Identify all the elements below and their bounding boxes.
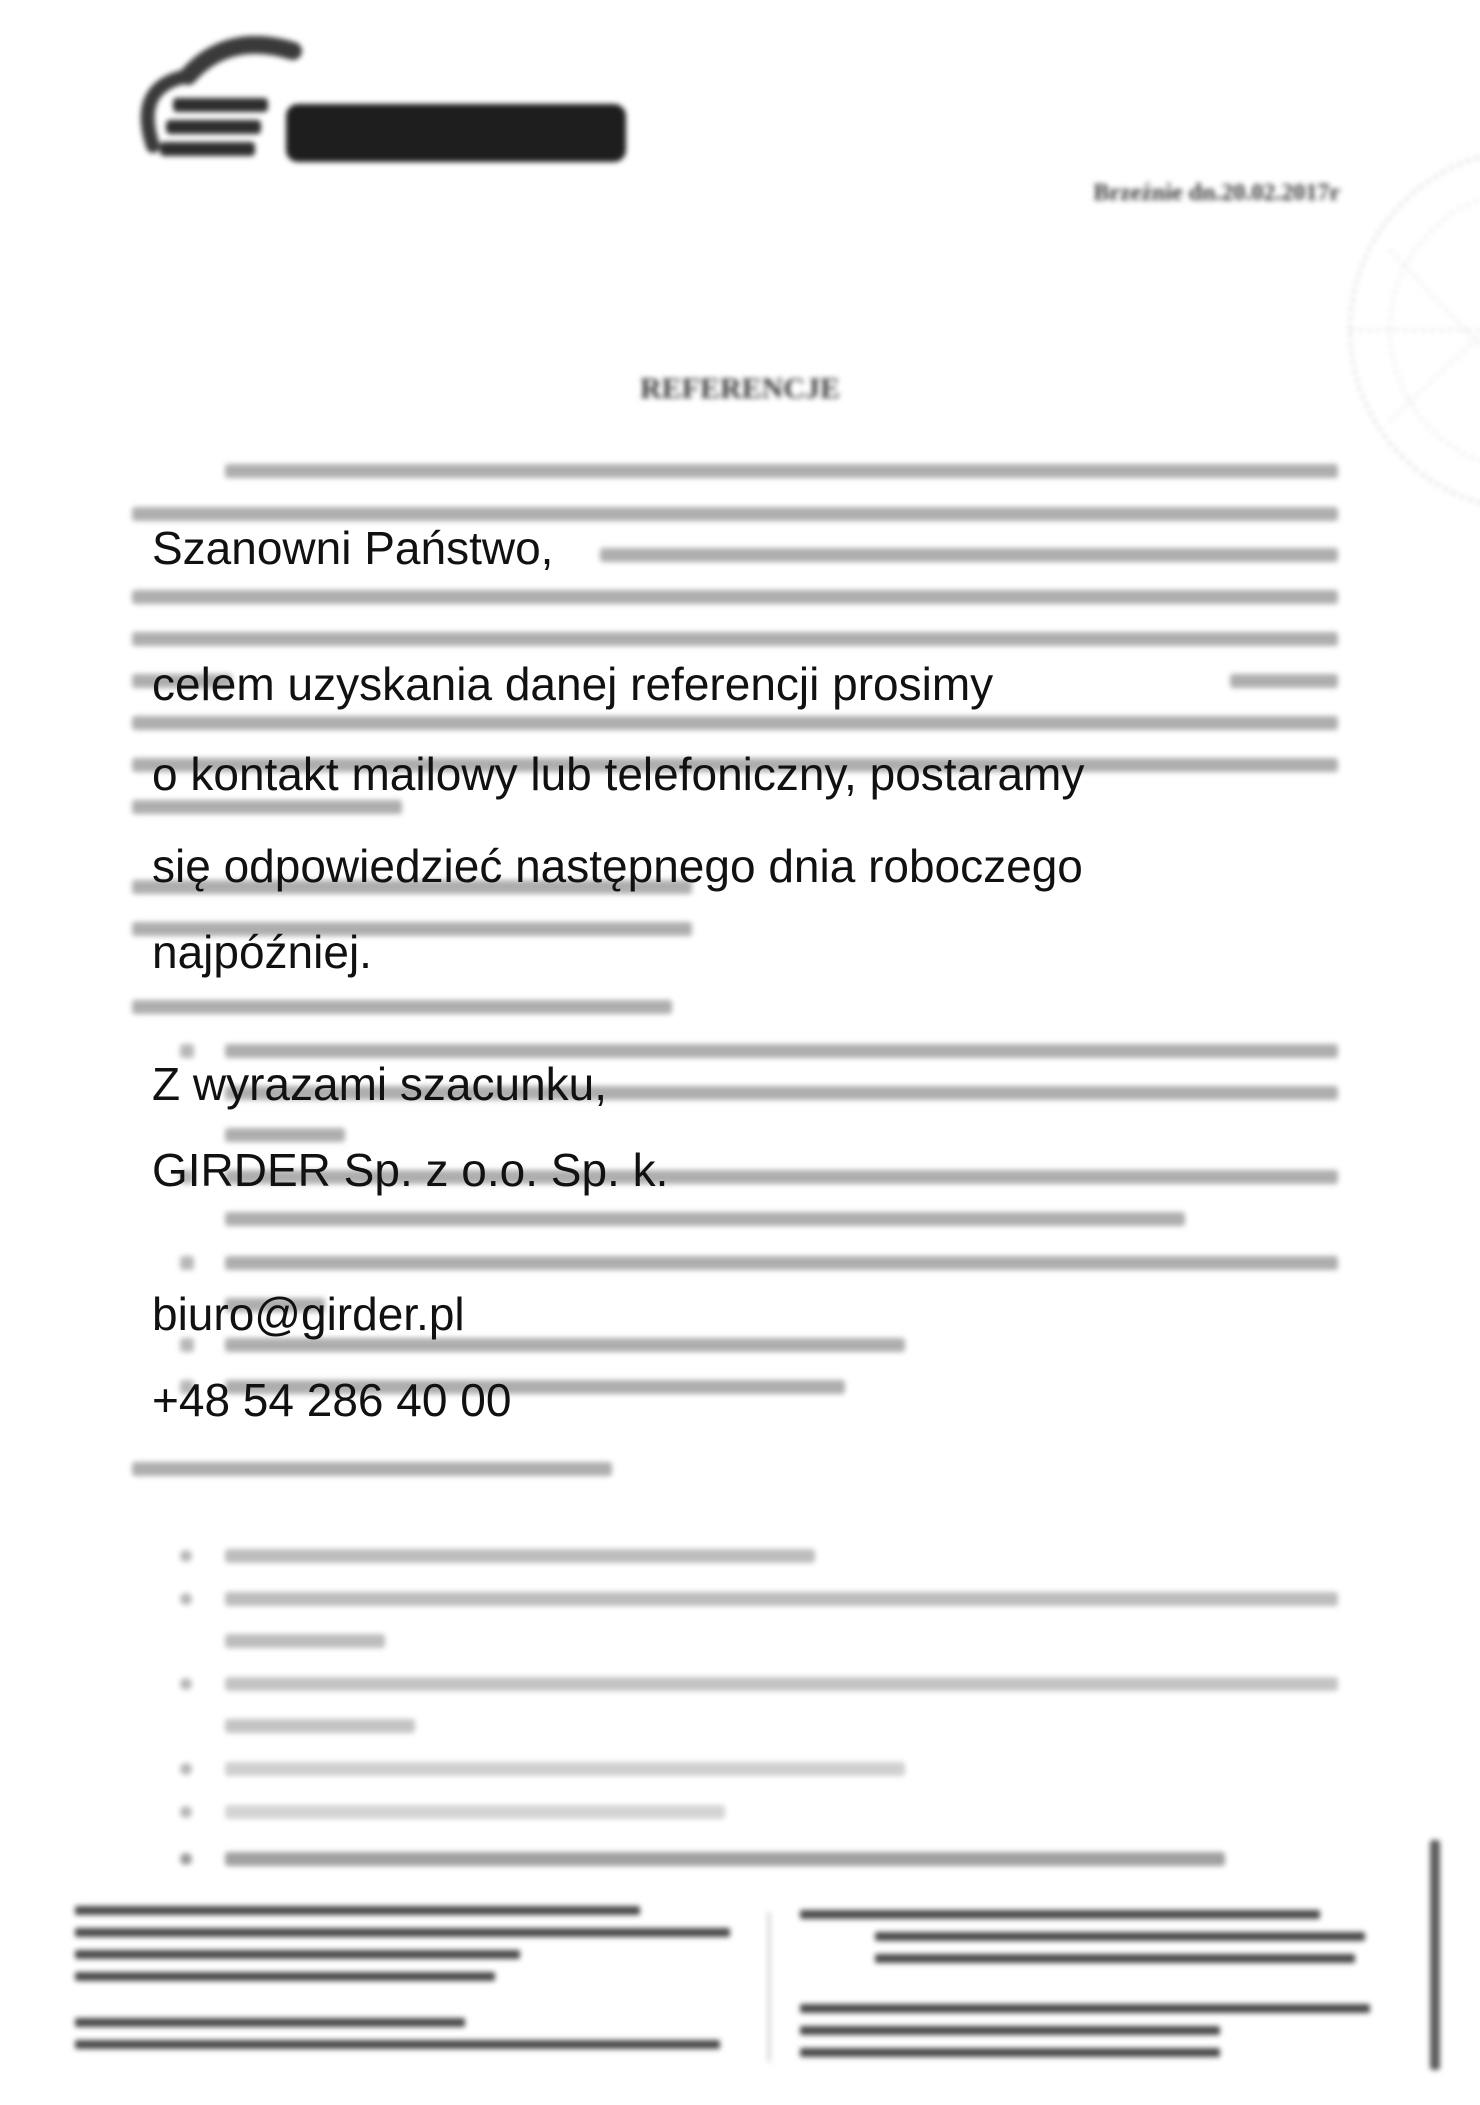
text-line (225, 1677, 1338, 1691)
text-line (225, 1212, 1185, 1226)
body-line: najpóźniej. (152, 926, 372, 978)
text-line (225, 1805, 725, 1819)
closing: Z wyrazami szacunku, (152, 1058, 608, 1110)
bullet (180, 1763, 192, 1775)
footer-line (75, 2040, 720, 2049)
footer-line (875, 1954, 1355, 1963)
body-line: się odpowiedzieć następnego dnia roboczego (152, 840, 1083, 892)
bullet (180, 1593, 192, 1605)
footer-line (800, 1910, 1320, 1919)
bullet (180, 1853, 192, 1865)
footer-divider (768, 1912, 770, 2062)
footer-line (75, 1972, 495, 1981)
globe-watermark (1330, 120, 1480, 540)
footer-line (800, 2026, 1220, 2035)
bullet (180, 1806, 192, 1818)
email-address: biuro@girder.pl (152, 1288, 465, 1340)
text-line (225, 1852, 1225, 1866)
text-line (225, 1549, 815, 1563)
text-line (225, 1256, 1338, 1270)
text-line (225, 1762, 905, 1776)
company-logo (118, 36, 638, 186)
text-line (132, 800, 402, 814)
body-line: celem uzyskania danej referencji prosimy (152, 658, 994, 710)
text-line (600, 548, 1338, 562)
text-line (132, 507, 1338, 521)
text-line (132, 590, 1338, 604)
text-line (225, 1719, 415, 1733)
text-line (225, 1128, 345, 1142)
footer-line (75, 1906, 640, 1915)
text-line (1230, 674, 1338, 688)
footer-line (800, 2048, 1220, 2057)
list-number (180, 1256, 194, 1270)
bullet (180, 1678, 192, 1690)
footer-line (875, 1932, 1365, 1941)
footer-line (75, 1928, 730, 1937)
footer-line (75, 2018, 465, 2027)
letter-date: Brzeźnie dn.20.02.2017r (1093, 180, 1340, 206)
text-line (132, 716, 1338, 730)
text-line (225, 1634, 385, 1648)
text-line (225, 464, 1338, 478)
signature: GIRDER Sp. z o.o. Sp. k. (152, 1144, 669, 1196)
footer-line (800, 2004, 1370, 2013)
footer-line (75, 1950, 520, 1959)
text-line (132, 632, 1338, 646)
phone-number: +48 54 286 40 00 (152, 1374, 512, 1426)
body-line: o kontakt mailowy lub telefoniczny, postaramy (152, 748, 1085, 800)
text-line (132, 1000, 672, 1014)
bullet (180, 1550, 192, 1562)
letter-title: REFERENCJE (639, 372, 841, 405)
text-line (225, 1592, 1338, 1606)
side-url (1430, 1840, 1440, 2070)
text-line (132, 1462, 612, 1476)
greeting: Szanowni Państwo, (152, 522, 554, 574)
